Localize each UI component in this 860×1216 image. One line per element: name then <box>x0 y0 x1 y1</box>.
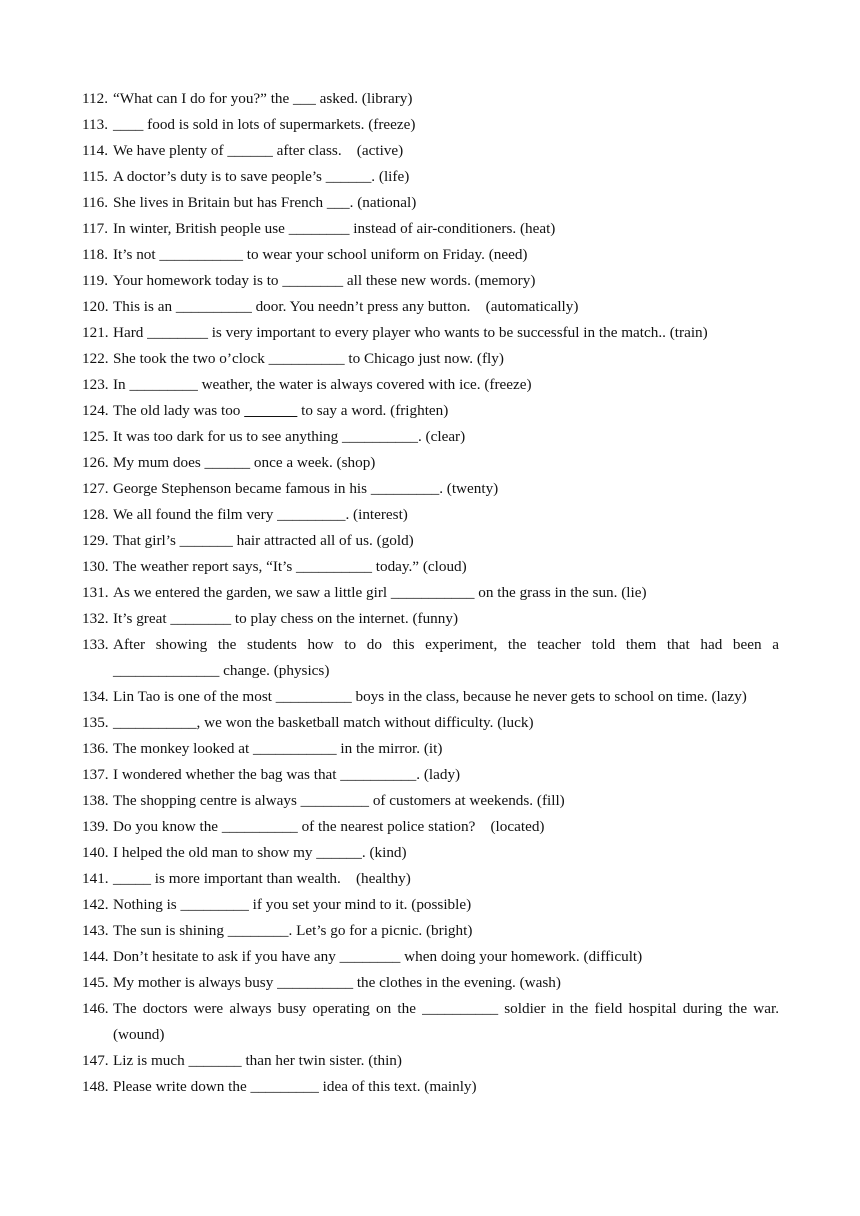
question-number: 139. <box>82 818 109 835</box>
question-text: We have plenty of ______ after class. (active) <box>113 142 404 159</box>
question-148 <box>82 1074 779 1100</box>
question-127 <box>82 476 779 502</box>
question-140 <box>82 840 779 866</box>
question-146 <box>82 996 779 1048</box>
question-text: This is an __________ door. You needn’t press any button. (automatically) <box>113 298 579 315</box>
question-118 <box>82 242 779 268</box>
question-114 <box>82 138 779 164</box>
question-text: My mother is always busy __________ the clothes in the evening. (wash) <box>113 974 561 991</box>
question-129 <box>82 528 779 554</box>
question-text: Nothing is _________ if you set your mind to it. (possible) <box>113 896 472 913</box>
question-number: 128. <box>82 506 109 523</box>
question-138 <box>82 788 779 814</box>
question-number: 127. <box>82 480 109 497</box>
question-text <box>113 398 779 424</box>
question-text: Hard ________ is very important to every player who wants to be successful in the match.. (train) <box>113 324 708 341</box>
question-121 <box>82 320 779 346</box>
question-text: ___________, we won the basketball match without difficulty. (luck) <box>113 714 534 731</box>
question-number: 125. <box>82 428 109 445</box>
question-text: The sun is shining ________. Let’s go for a picnic. (bright) <box>113 922 473 939</box>
question-text: Don’t hesitate to ask if you have any ________ when doing your homework. (difficult) <box>113 948 643 965</box>
question-131 <box>82 580 779 606</box>
question-number: 117. <box>82 220 109 237</box>
question-text-before-blank: The old lady was too <box>113 402 245 419</box>
question-136 <box>82 736 779 762</box>
question-number: 136. <box>82 740 109 757</box>
question-126 <box>82 450 779 476</box>
question-number: 121. <box>82 324 109 341</box>
question-text: It’s not ___________ to wear your school uniform on Friday. (need) <box>113 246 528 263</box>
question-137 <box>82 762 779 788</box>
question-142 <box>82 892 779 918</box>
question-number: 143. <box>82 922 109 939</box>
question-number: 129. <box>82 532 109 549</box>
question-number: 132. <box>82 610 109 627</box>
question-text-after-blank: to say a word. (frighten) <box>297 402 449 419</box>
question-text: I helped the old man to show my ______. (kind) <box>113 844 407 861</box>
question-number: 145. <box>82 974 109 991</box>
question-116 <box>82 190 779 216</box>
question-124 <box>82 398 779 424</box>
question-117 <box>82 216 779 242</box>
question-120 <box>82 294 779 320</box>
question-134 <box>82 684 779 710</box>
question-133 <box>82 632 779 684</box>
question-113 <box>82 112 779 138</box>
question-text: In _________ weather, the water is always covered with ice. (freeze) <box>113 376 532 393</box>
question-text: I wondered whether the bag was that __________. (lady) <box>113 766 461 783</box>
question-number: 112. <box>82 90 109 107</box>
question-text: That girl’s _______ hair attracted all of us. (gold) <box>113 532 414 549</box>
question-text: She lives in Britain but has French ___. (national) <box>113 194 417 211</box>
question-125 <box>82 424 779 450</box>
exercise-list <box>82 86 779 1100</box>
question-number: 141. <box>82 870 109 887</box>
question-143 <box>82 918 779 944</box>
question-number: 142. <box>82 896 109 913</box>
question-122 <box>82 346 779 372</box>
question-number: 113. <box>82 116 109 133</box>
question-115 <box>82 164 779 190</box>
question-119 <box>82 268 779 294</box>
question-112 <box>82 86 779 112</box>
question-number: 130. <box>82 558 109 575</box>
question-text: She took the two o’clock __________ to Chicago just now. (fly) <box>113 350 504 367</box>
question-number: 118. <box>82 246 109 263</box>
question-text: ____ food is sold in lots of supermarkets. (freeze) <box>113 116 416 133</box>
question-text: George Stephenson became famous in his _________. (twenty) <box>113 480 499 497</box>
question-text: As we entered the garden, we saw a little girl ___________ on the grass in the sun. (lie) <box>113 584 647 601</box>
question-number: 131. <box>82 584 109 601</box>
question-text: “What can I do for you?” the ___ asked. (library) <box>113 90 413 107</box>
question-number: 140. <box>82 844 109 861</box>
question-130 <box>82 554 779 580</box>
question-text: After showing the students how to do this experiment, the teacher told them that had been a ______________ change. (physics) <box>113 636 779 679</box>
question-number: 147. <box>82 1052 109 1069</box>
question-number: 133. <box>82 636 109 653</box>
question-text: Please write down the _________ idea of this text. (mainly) <box>113 1078 477 1095</box>
question-144 <box>82 944 779 970</box>
question-number: 148. <box>82 1078 109 1095</box>
question-135 <box>82 710 779 736</box>
question-number: 138. <box>82 792 109 809</box>
question-number: 134. <box>82 688 109 705</box>
question-text: The doctors were always busy operating on the __________ soldier in the field hospital during the war. (wound) <box>113 1000 779 1043</box>
question-number: 116. <box>82 194 109 211</box>
question-text: My mum does ______ once a week. (shop) <box>113 454 376 471</box>
question-number: 146. <box>82 1000 109 1017</box>
question-number: 126. <box>82 454 109 471</box>
answer-blank <box>244 402 297 419</box>
question-number: 122. <box>82 350 109 367</box>
question-text: Liz is much _______ than her twin sister. (thin) <box>113 1052 402 1069</box>
question-number: 114. <box>82 142 109 159</box>
question-text: It’s great ________ to play chess on the internet. (funny) <box>113 610 459 627</box>
question-number: 119. <box>82 272 109 289</box>
question-128 <box>82 502 779 528</box>
question-123 <box>82 372 779 398</box>
question-text: In winter, British people use ________ instead of air-conditioners. (heat) <box>113 220 556 237</box>
question-139 <box>82 814 779 840</box>
question-text: Lin Tao is one of the most __________ boys in the class, because he never gets to school on time. (lazy) <box>113 688 747 705</box>
question-text: It was too dark for us to see anything __________. (clear) <box>113 428 466 445</box>
question-text: We all found the film very _________. (interest) <box>113 506 408 523</box>
question-text: A doctor’s duty is to save people’s ______. (life) <box>113 168 410 185</box>
question-number: 144. <box>82 948 109 965</box>
question-number: 120. <box>82 298 109 315</box>
question-147 <box>82 1048 779 1074</box>
question-text: Do you know the __________ of the nearest police station? (located) <box>113 818 545 835</box>
question-text: The shopping centre is always _________ of customers at weekends. (fill) <box>113 792 565 809</box>
question-141 <box>82 866 779 892</box>
question-number: 135. <box>82 714 109 731</box>
question-number: 123. <box>82 376 109 393</box>
question-number: 137. <box>82 766 109 783</box>
question-text: The monkey looked at ___________ in the mirror. (it) <box>113 740 443 757</box>
question-text: The weather report says, “It’s __________ today.” (cloud) <box>113 558 467 575</box>
question-145 <box>82 970 779 996</box>
question-number: 124. <box>82 402 109 419</box>
question-132 <box>82 606 779 632</box>
question-text: Your homework today is to ________ all these new words. (memory) <box>113 272 536 289</box>
question-number: 115. <box>82 168 109 185</box>
question-text: _____ is more important than wealth. (healthy) <box>113 870 411 887</box>
